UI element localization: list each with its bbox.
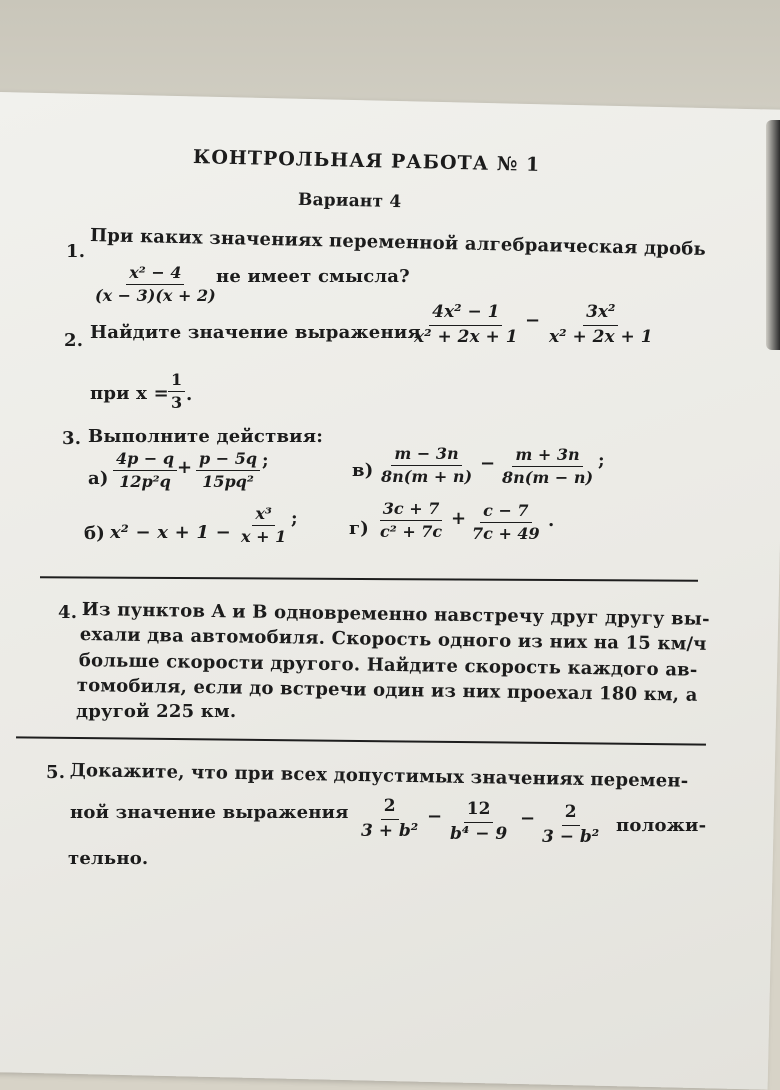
- problem-4-line: томобиля, если до встречи один из них проехал 180 км, а: [76, 675, 698, 706]
- problem-5-line-2: ной значение выражения: [70, 802, 349, 823]
- fraction-numerator: 2: [562, 803, 580, 826]
- item-g-label: г): [349, 518, 369, 539]
- fraction-denominator: 8n(m + n): [381, 467, 473, 487]
- problem-1-text: При каких значениях переменной алгебраическая дробь: [89, 225, 707, 260]
- problem-1-tail: не имеет смысла?: [216, 266, 410, 287]
- item-g-fraction-2: [469, 502, 543, 544]
- item-v-fraction-2: [499, 446, 596, 488]
- fraction-numerator: 4p − q: [113, 450, 177, 471]
- problem-5-fraction-3: [539, 803, 602, 847]
- fraction-numerator: 4x² − 1: [429, 303, 502, 326]
- fraction-numerator: 1: [168, 371, 185, 392]
- page-title: КОНТРОЛЬНАЯ РАБОТА № 1: [192, 146, 541, 176]
- item-v-label: в): [352, 460, 374, 481]
- problem-1-fraction: [92, 264, 219, 306]
- fraction-numerator: 12: [464, 800, 494, 823]
- fraction-denominator: x + 1: [241, 527, 287, 547]
- period: .: [186, 384, 193, 405]
- fraction-denominator: 8n(m − n): [502, 468, 594, 488]
- problem-5-fraction-2: [447, 800, 510, 844]
- fraction-denominator: 12p²q: [119, 472, 171, 492]
- problem-2-fraction-1: [411, 303, 521, 347]
- plus-sign: +: [451, 508, 467, 529]
- problem-2-condition: при x =: [90, 383, 169, 404]
- problem-5-fraction-1: [358, 797, 421, 841]
- fraction-denominator: b⁴ − 9: [450, 823, 508, 844]
- fraction-denominator: x² + 2x + 1: [414, 326, 518, 347]
- problem-1-number: 1.: [66, 241, 86, 262]
- problem-4-line: другой 225 км.: [76, 701, 237, 722]
- fraction-numerator: m − 3n: [391, 445, 461, 466]
- fraction-denominator: 3: [171, 393, 183, 413]
- fraction-denominator: 3 − b²: [542, 826, 600, 847]
- item-v-fraction-1: [378, 445, 475, 487]
- fraction-numerator: x² − 4: [126, 264, 184, 285]
- fraction-numerator: m + 3n: [512, 446, 582, 467]
- problem-2-fraction-2: [546, 303, 656, 347]
- problem-2-number: 2.: [64, 330, 84, 351]
- fraction-numerator: 3x²: [583, 303, 618, 326]
- problem-5-number: 5.: [46, 762, 66, 783]
- fraction-numerator: x³: [252, 505, 275, 526]
- problem-4-line: ехали два автомобиля. Скорость одного из них на 15 км/ч: [79, 624, 707, 655]
- minus-sign: −: [427, 806, 443, 827]
- variant-heading: Вариант 4: [297, 189, 402, 213]
- problem-4-number: 4.: [58, 602, 78, 623]
- fraction-denominator: 3 + b²: [361, 820, 419, 841]
- problem-4-line: Из пунктов A и B одновременно навстречу друг другу вы-: [81, 599, 710, 630]
- item-b-label: б): [84, 523, 105, 544]
- problem-4-line: больше скорости другого. Найдите скорость каждого ав-: [78, 650, 698, 681]
- minus-sign: −: [480, 453, 496, 474]
- problem-5-line-1: Докажите, что при всех допустимых значениях перемен-: [69, 760, 689, 792]
- problem-2-text: Найдите значение выражения: [90, 322, 421, 343]
- fraction-numerator: c − 7: [480, 502, 531, 523]
- minus-sign: −: [520, 808, 536, 829]
- item-a-label: а): [88, 468, 109, 489]
- fraction-numerator: 2: [381, 797, 399, 820]
- problem-5-line-3: тельно.: [68, 848, 149, 869]
- fraction-denominator: 7c + 49: [472, 524, 540, 544]
- fraction-denominator: 15pq²: [202, 472, 254, 492]
- fraction-numerator: 3c + 7: [380, 500, 443, 521]
- problem-3-text: Выполните действия:: [88, 426, 324, 447]
- fraction-denominator: c² + 7c: [380, 522, 443, 542]
- problem-2-x-value: [168, 371, 185, 413]
- item-a-fraction-1: [113, 450, 177, 492]
- item-a-fraction-2: [196, 450, 260, 492]
- fraction-numerator: p − 5q: [196, 450, 260, 471]
- divider-line: [16, 736, 706, 745]
- semicolon: ;: [598, 450, 605, 471]
- problem-5-tail: положи-: [616, 815, 707, 836]
- problem-3-number: 3.: [62, 428, 82, 449]
- item-b-expression: x² − x + 1 −: [110, 522, 231, 543]
- plus-sign: +: [177, 457, 193, 478]
- item-b-fraction: [238, 505, 289, 547]
- minus-sign: −: [525, 310, 541, 331]
- item-g-fraction-1: [377, 500, 445, 542]
- period: .: [548, 510, 555, 531]
- fraction-denominator: (x − 3)(x + 2): [95, 286, 216, 306]
- semicolon: ;: [291, 508, 298, 529]
- semicolon: ;: [262, 450, 269, 471]
- divider-line: [40, 576, 698, 581]
- fraction-denominator: x² + 2x + 1: [549, 326, 653, 347]
